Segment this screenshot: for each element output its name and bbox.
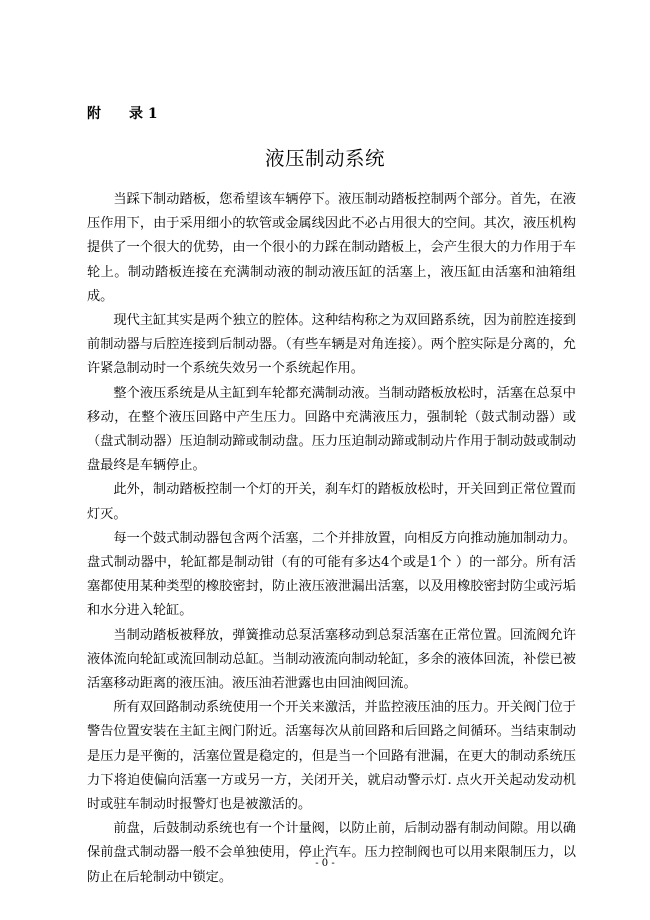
- document-body: [87, 188, 576, 890]
- document-title: 液压制动系统: [264, 147, 385, 170]
- paragraph: 当制动踏板被释放，弹簧推动总泵活塞移动到总泵活塞在正常位置。回流阀允许液体流向轮缸或流回制动总缸。当制动液流向制动轮缸，多余的液体回流，补偿已被活塞移动距离的液压油。液压油若泄露也由回油阀回流。: [87, 627, 576, 692]
- paragraph: 所有双回路制动系统使用一个开关来激活，并监控液压油的压力。开关阀门位于警告位置安装在主缸主阀门附近。活塞每次从前回路和后回路之间循环。当结束制动是压力是平衡的，活塞位置是稳定的，但是当一个回路有泄漏，在更大的制动系统压力下将迫使偏向活塞一方或另一方，关闭开关，就启动警示灯. 点火开关起动发动机时或驻车制动时报警灯也是被激活的。: [87, 700, 576, 813]
- paragraph: 整个液压系统是从主缸到车轮都充满制动液。当制动踏板放松时，活塞在总泵中移动，在整个液压回路中产生压力。回路中充满液压力，强制轮（鼓式制动器）或（盘式制动器）压迫制动蹄或制动盘。压力压迫制动蹄或制动片作用于制动鼓或制动盘最终是车辆停止。: [87, 385, 576, 474]
- paragraph: 此外，制动踏板控制一个灯的开关，刹车灯的踏板放松时，开关回到正常位置而灯灭。: [87, 482, 576, 522]
- paragraph: 现代主缸其实是两个独立的腔体。这种结构称之为双回路系统，因为前腔连接到前制动器与后腔连接到后制动器。（有些车辆是对角连接）。两个腔实际是分离的，允许紧急制动时一个系统失效另一个系统起作用。: [87, 313, 576, 377]
- appendix-label: 附 录 1: [87, 106, 158, 122]
- paragraph: 当踩下制动踏板，您希望该车辆停下。液压制动踏板控制两个部分。首先，在液压作用下，由于采用细小的软管或金属线因此不必占用很大的空间。其次，液压机构提供了一个很大的优势，由一个很小的力踩在制动踏板上，会产生很大的力作用于车轮上。制动踏板连接在充满制动液的制动液压缸的活塞上，液压缸由活塞和油箱组成。: [87, 192, 576, 304]
- page-number: - 0 -: [315, 858, 335, 869]
- paragraph: 每一个鼓式制动器包含两个活塞，二个并排放置，向相反方向推动施加制动力。盘式制动器中，轮缸都是制动钳（有的可能有多达4个或是1个 ）的一部分。所有活塞都使用某种类型的橡胶密封，防止液压液泄漏出活塞，以及用橡胶密封防尘或污垢和水分进入轮缸。: [87, 530, 576, 619]
- paragraph: 前盘，后鼓制动系统也有一个计量阀，以防止前，后制动器有制动间隙。用以确保前盘式制动器一般不会单独使用，停止汽车。压力控制阀也可以用来限制压力，以防止在后轮制动中锁定。: [87, 821, 576, 885]
